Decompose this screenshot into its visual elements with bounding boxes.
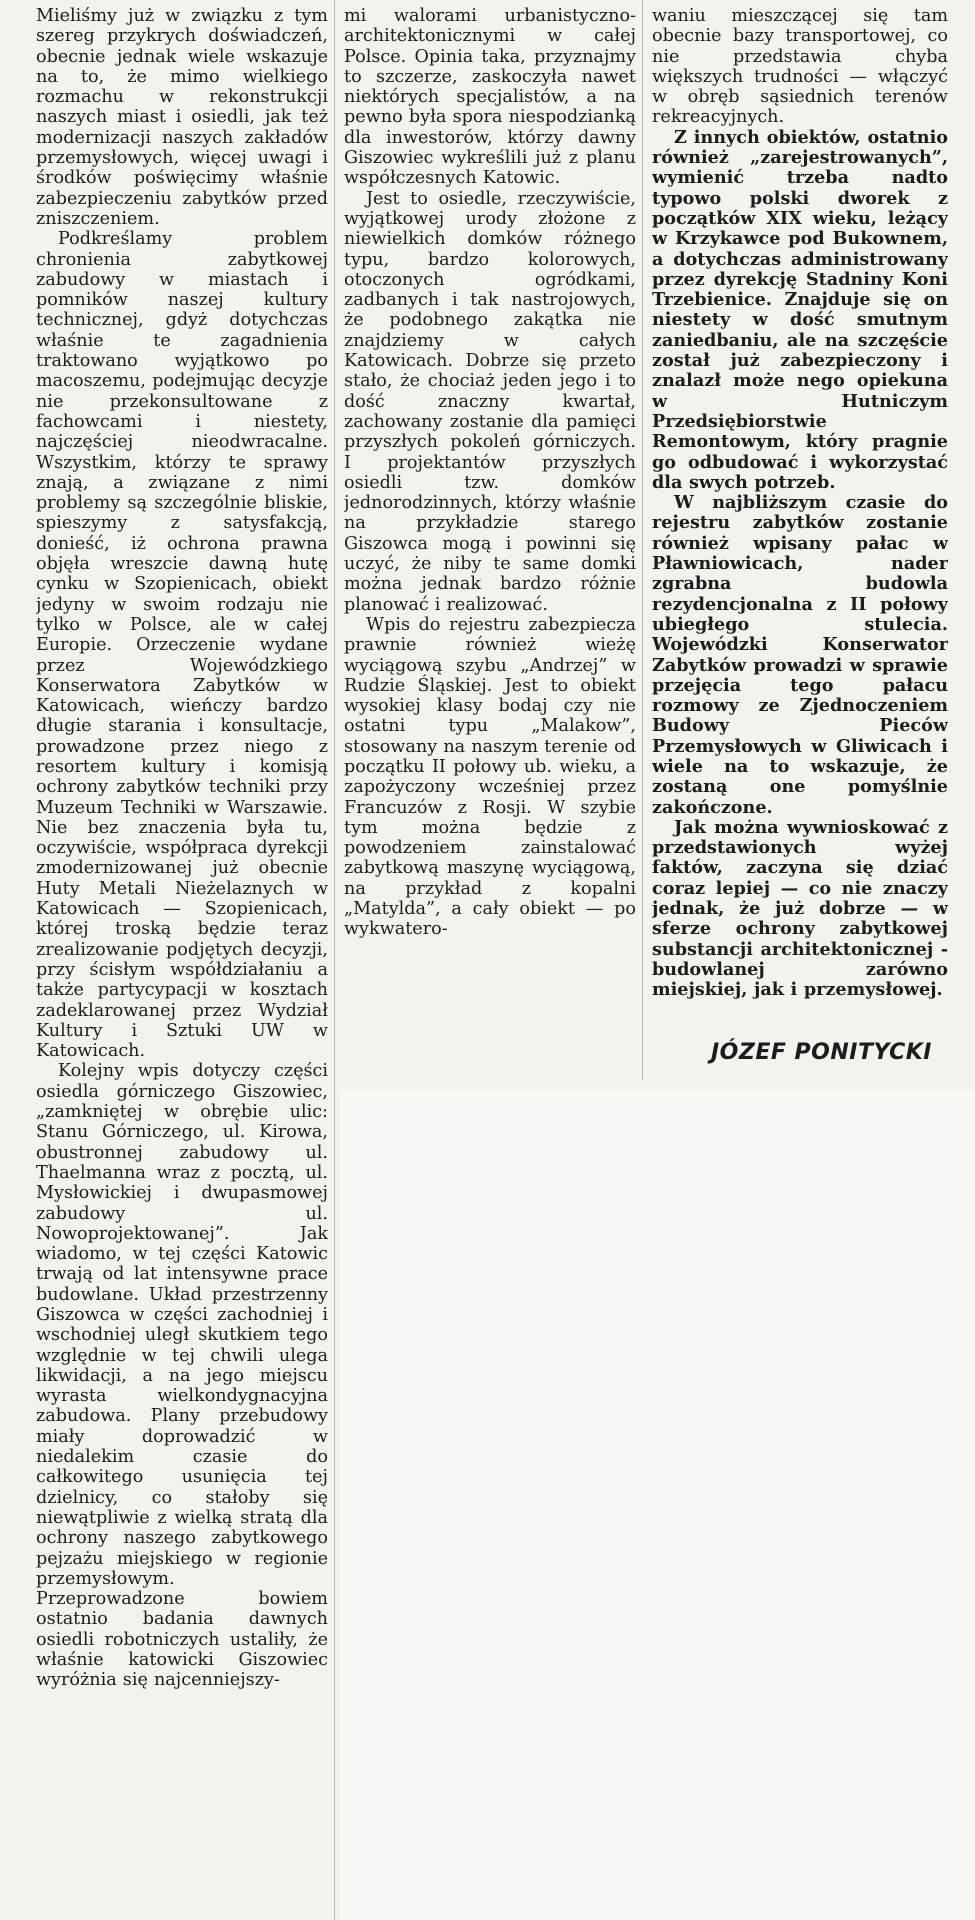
column-divider xyxy=(334,0,335,1920)
paragraph: Jak można wywnioskować z przedstawionych wyżej faktów, zaczyna się dziać coraz lepiej — co nie znaczy jednak, że już dobrze — w sferze ochrony zabytkowej substancji architektonicznej - budowlanej zarówno miejskiej, jak i przemysłowej. xyxy=(652,816,948,1001)
author-signature: JÓZEF PONITYCKI xyxy=(710,1040,932,1065)
column-divider xyxy=(642,0,643,1080)
paragraph: Podkreślamy problem chronienia zabytkowej zabudowy w miastach i pomników naszej kultury technicznej, gdyż dotychczas właśnie te zagadnienia traktowano wyjątkowo po macoszemu, podejmując decyzje nie przekonsultowane z fachowcami i niestety, najczęściej nieodwracalne. Wszystkim, którzy te sprawy znają, a związane z nimi problemy są szczególnie bliskie, spieszymy z satysfakcją, donieść, iż ochrona prawna objęła wreszcie dawną hutę cynku w Szopienicach, obiekt jedyny w swoim rodzaju nie tylko w Polsce, ale w całej Europie. Orzeczenie wydane przez Wojewódzkiego Konserwatora Zabytków w Katowicach, wieńczy bardzo długie starania i konsultacje, prowadzone przez niego z resortem kultury i komisją ochrony zabytków techniki przy Muzeum Techniki w Warszawie. Nie bez znaczenia była tu, oczywiście, współpraca dyrekcji zmodernizowanej już obecnie Huty Metali Nieżelaznych w Katowicach — Szopienicach, której troską będzie teraz zrealizowanie podjętych decyzji, przy ścisłym współdziałaniu a także partycypacji w kosztach zadeklarowanej przez Wydział Kultury i Sztuki UW w Katowicach. xyxy=(36,229,328,1062)
paragraph: waniu mieszczącej się tam obecnie bazy transportowej, co nie przedstawia chyba większych trudności — włączyć w obręb sąsiednich terenów rekreacyjnych. xyxy=(652,6,948,128)
column-middle xyxy=(344,6,636,1081)
column-left xyxy=(36,6,328,1916)
paragraph: Jest to osiedle, rzeczywiście, wyjątkowej urody złożone z niewielkich domków różnego typu, bardzo kolorowych, otoczonych ogródkami, zadbanych i tak nastrojowych, że podobnego zakątka nie znajdziemy w całych Katowicach. Dobrze się przeto stało, że chociaż jeden jego i to dość znaczny kwartał, zachowany zostanie dla pamięci przyszłych pokoleń górniczych. I projektantów przyszłych osiedli tzw. domków jednorodzinnych, którzy właśnie na przykładzie starego Giszowca mogą i powinni się uczyć, że niby te same domki można jednak bardzo różnie planować i realizować. xyxy=(344,188,636,615)
paragraph: Mieliśmy już w związku z tym szereg przykrych doświadczeń, obecnie jednak wiele wskazuje na to, że mimo wielkiego rozmachu w rekonstrukcji naszych miast i osiedli, jak też modernizacji naszych zakładów przemysłowych, więcej uwagi i środków poświęcimy właśnie zabezpieczeniu zabytków przed zniszczeniem. xyxy=(36,6,328,229)
paragraph: Z innych obiektów, ostatnio również „zarejestrowanych”, wymienić trzeba nadto typowo polski dworek z początków XIX wieku, leżący w Krzykawce pod Bukownem, a dotychczas administrowany przez dyrekcję Stadniny Koni Trzebienice. Znajduje się on niestety w dość smutnym zaniedbaniu, ale na szczęście został już zabezpieczony i znalazł może nego opiekuna w Hutniczym Przedsiębiorstwie Remontowym, który pragnie go odbudować i wykorzystać dla swych potrzeb. xyxy=(652,126,948,493)
paragraph: mi walorami urbanistyczno-architektonicznymi w całej Polsce. Opinia taka, przyznajmy to szczerze, zaskoczyła nawet niektórych specjalistów, a na pewno była spora niespodzianką dla inwestorów, którzy dawny Giszowiec wykreślili już z planu współczesnych Katowic. xyxy=(344,6,636,189)
paragraph: Kolejny wpis dotyczy części osiedla górniczego Giszowiec, „zamkniętej w obrębie ulic: Stanu Górniczego, ul. Kirowa, obustronnej zabudowy ul. Thaelmanna wraz z pocztą, ul. Mysłowickiej i dwupasmowej zabudowy ul. Nowoprojektowanej”. Jak wiadomo, w tej części Katowic trwają od lat intensywne prace budowlane. Układ przestrzenny Giszowca w części zachodniej i wschodniej uległ skutkiem tego względnie w tej chwili ulega likwidacji, a na jego miejscu wyrasta wielkondygnacyjna zabudowa. Plany przebudowy miały doprowadzić w niedalekim czasie do całkowitego usunięcia tej dzielnicy, co stałoby się niewątpliwie z wielką stratą dla ochrony naszego zabytkowego pejzażu miejskiego w regionie przemysłowym. Przeprowadzone bowiem ostatnio badania dawnych osiedli robotniczych ustaliły, że właśnie katowicki Giszowiec wyróżnia się najcenniejszy- xyxy=(36,1061,328,1691)
paragraph: Wpis do rejestru zabezpiecza prawnie również wieżę wyciągową szybu „Andrzej” w Rudzie Śląskiej. Jest to obiekt wysokiej klasy bodaj czy nie ostatni typu „Malakow”, stosowany na naszym terenie od początku II połowy ub. wieku, a zapożyczony wcześniej przez Francuzów z Rosji. W szybie tym można będzie z powodzeniem zainstalować zabytkową maszynę wyciągową, na przykład z kopalni „Matylda”, a cały obiekt — po wykwatero- xyxy=(344,614,636,940)
blank-area xyxy=(340,1090,975,1920)
paragraph: W najbliższym czasie do rejestru zabytków zostanie również wpisany pałac w Pławniowicach, nader zgrabna budowla rezydencjonalna z II połowy ubiegłego stulecia. Wojewódzki Konserwator Zabytków prowadzi w sprawie przejęcia tego pałacu rozmowy ze Zjednoczeniem Budowy Pieców Przemysłowych w Gliwicach i wiele na to wskazuje, że zostaną one pomyślnie zakończone. xyxy=(652,492,948,818)
column-right xyxy=(652,6,948,1078)
